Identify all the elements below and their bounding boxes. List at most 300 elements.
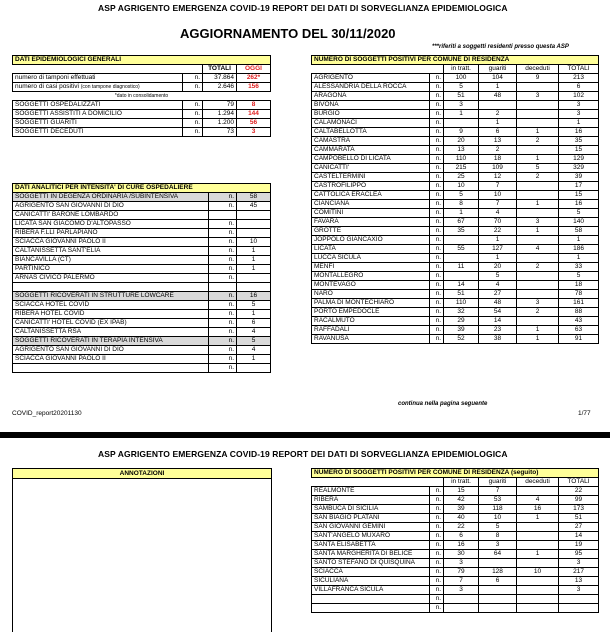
totali: 102 bbox=[559, 92, 599, 101]
row-n: n. bbox=[430, 74, 444, 83]
deceduti: 1 bbox=[517, 335, 559, 344]
footer-right: 1/77 bbox=[578, 410, 591, 417]
guariti: 128 bbox=[479, 568, 517, 577]
in-tratt bbox=[444, 595, 479, 604]
row-n bbox=[209, 283, 237, 292]
deceduti bbox=[517, 523, 559, 532]
table-row bbox=[13, 292, 271, 301]
deceduti: 2 bbox=[517, 308, 559, 317]
comune-name: SANTA MARGHERITA DI BELICE bbox=[312, 550, 430, 559]
row-label: CANICATTI' BARONE LOMBARDO bbox=[13, 211, 209, 220]
table-row bbox=[312, 604, 599, 613]
row-n: n. bbox=[209, 265, 237, 274]
row-n: n. bbox=[430, 595, 444, 604]
in-tratt: 1 bbox=[444, 110, 479, 119]
table-row bbox=[13, 364, 271, 373]
annotazioni-box bbox=[12, 468, 272, 632]
comune-name: RIBERA bbox=[312, 496, 430, 505]
page2-header: ASP AGRIGENTO EMERGENZA COVID-19 REPORT DEI DATI DI SORVEGLIANZA EPIDEMIOLOGICA bbox=[98, 449, 508, 459]
guariti: 23 bbox=[479, 326, 517, 335]
table-row bbox=[312, 110, 599, 119]
table-row bbox=[312, 317, 599, 326]
guariti: 53 bbox=[479, 496, 517, 505]
comune-name: CASTROFILIPPO bbox=[312, 182, 430, 191]
table-row bbox=[312, 568, 599, 577]
in-tratt: 1 bbox=[444, 209, 479, 218]
generali-table bbox=[12, 55, 271, 137]
deceduti bbox=[517, 272, 559, 281]
guariti: 18 bbox=[479, 155, 517, 164]
table-row bbox=[312, 200, 599, 209]
in-tratt: 35 bbox=[444, 227, 479, 236]
row-n: n. bbox=[430, 236, 444, 245]
in-tratt: 16 bbox=[444, 541, 479, 550]
deceduti bbox=[517, 209, 559, 218]
comune-name: MONTEVAGO bbox=[312, 281, 430, 290]
totali: 3 bbox=[559, 586, 599, 595]
guariti: 118 bbox=[479, 505, 517, 514]
table-row bbox=[13, 328, 271, 337]
in-tratt: 67 bbox=[444, 218, 479, 227]
row-n: n. bbox=[209, 193, 237, 202]
in-tratt: 39 bbox=[444, 326, 479, 335]
row-n: n. bbox=[430, 496, 444, 505]
row-n: n. bbox=[430, 335, 444, 344]
guariti: 38 bbox=[479, 335, 517, 344]
guariti: 4 bbox=[479, 209, 517, 218]
totali: 58 bbox=[559, 227, 599, 236]
totali: 5 bbox=[559, 272, 599, 281]
totali: 39 bbox=[559, 173, 599, 182]
table-row bbox=[13, 301, 271, 310]
table-row bbox=[312, 182, 599, 191]
table-row bbox=[13, 229, 271, 238]
totali: 27 bbox=[559, 523, 599, 532]
guariti: 1 bbox=[479, 119, 517, 128]
table-row bbox=[312, 137, 599, 146]
comune-name: CAMPOBELLO DI LICATA bbox=[312, 155, 430, 164]
in-tratt: 10 bbox=[444, 182, 479, 191]
deceduti: 2 bbox=[517, 263, 559, 272]
guariti bbox=[479, 604, 517, 613]
in-tratt: 39 bbox=[444, 505, 479, 514]
row-label: SCIACCA GIOVANNI PAOLO II bbox=[13, 238, 209, 247]
table-row bbox=[13, 265, 271, 274]
deceduti: 1 bbox=[517, 227, 559, 236]
row-label: SCIACCA GIOVANNI PAOLO II bbox=[13, 355, 209, 364]
deceduti bbox=[517, 532, 559, 541]
deceduti bbox=[517, 119, 559, 128]
in-tratt: 79 bbox=[444, 568, 479, 577]
table-row bbox=[13, 110, 271, 119]
table-row bbox=[13, 238, 271, 247]
table-row bbox=[312, 146, 599, 155]
in-tratt bbox=[444, 272, 479, 281]
row-n: n. bbox=[209, 355, 237, 364]
table-row bbox=[312, 272, 599, 281]
comune-name: SANTO STEFANO DI QUISQUINA bbox=[312, 559, 430, 568]
guariti: 70 bbox=[479, 218, 517, 227]
row-label: SOGGETTI IN DEGENZA ORDINARIA /SUBINTENSIVA bbox=[13, 193, 209, 202]
guariti: 1 bbox=[479, 83, 517, 92]
table-row bbox=[312, 559, 599, 568]
in-tratt: 13 bbox=[444, 146, 479, 155]
in-tratt: 5 bbox=[444, 83, 479, 92]
totali: 15 bbox=[559, 146, 599, 155]
row-value: 45 bbox=[237, 202, 271, 211]
comune-name: PORTO EMPEDOCLE bbox=[312, 308, 430, 317]
row-label: ARNAS CIVICO PALERMO bbox=[13, 274, 209, 283]
row-n: n. bbox=[430, 272, 444, 281]
comune-name: SANT'ANGELO MUXARO bbox=[312, 532, 430, 541]
table-row bbox=[13, 193, 271, 202]
totali: 329 bbox=[559, 164, 599, 173]
comune-name: SAN BIAGIO PLATANI bbox=[312, 514, 430, 523]
row-n: n. bbox=[430, 317, 444, 326]
row-n: n. bbox=[209, 202, 237, 211]
in-tratt: 7 bbox=[444, 577, 479, 586]
totali: 186 bbox=[559, 245, 599, 254]
table-row bbox=[312, 191, 599, 200]
table-row bbox=[312, 541, 599, 550]
comune-name: SCIACCA bbox=[312, 568, 430, 577]
comune-name bbox=[312, 595, 430, 604]
consolidamento-note: *dato in consolidamento bbox=[13, 92, 271, 101]
ospedalieri-title: DATI ANALITICI PER INTENSITA' DI CURE OSPEDALIERE bbox=[13, 184, 271, 193]
row-value bbox=[237, 274, 271, 283]
row-n: n. bbox=[430, 541, 444, 550]
comuni-table bbox=[311, 55, 599, 344]
generali-title: DATI EPIDEMIOLOGICI GENERALI bbox=[13, 56, 271, 65]
row-n: n. bbox=[430, 577, 444, 586]
in-tratt: 25 bbox=[444, 173, 479, 182]
row-n: n. bbox=[430, 487, 444, 496]
comune-name: AGRIGENTO bbox=[312, 74, 430, 83]
row-n: n. bbox=[430, 155, 444, 164]
deceduti bbox=[517, 236, 559, 245]
row-value: 1 bbox=[237, 265, 271, 274]
guariti: 48 bbox=[479, 299, 517, 308]
table-row bbox=[13, 310, 271, 319]
comune-name: LICATA bbox=[312, 245, 430, 254]
guariti: 12 bbox=[479, 173, 517, 182]
deceduti bbox=[517, 541, 559, 550]
row-value: 58 bbox=[237, 193, 271, 202]
row-n: n. bbox=[430, 308, 444, 317]
guariti: 104 bbox=[479, 74, 517, 83]
row-label bbox=[13, 364, 209, 373]
totali: 173 bbox=[559, 505, 599, 514]
totali: 1 bbox=[559, 236, 599, 245]
guariti: 1 bbox=[479, 236, 517, 245]
ospedalieri-table bbox=[12, 183, 271, 373]
row-label: RIBERA HOTEL COVID bbox=[13, 310, 209, 319]
in-tratt bbox=[444, 254, 479, 263]
deceduti bbox=[517, 191, 559, 200]
comune-name: CAMASTRA bbox=[312, 137, 430, 146]
deceduti: 4 bbox=[517, 496, 559, 505]
table-row bbox=[13, 74, 271, 83]
in-tratt: 52 bbox=[444, 335, 479, 344]
totali: 129 bbox=[559, 155, 599, 164]
table-row bbox=[13, 346, 271, 355]
row-n: n. bbox=[183, 83, 203, 92]
row-n: n. bbox=[209, 292, 237, 301]
guariti: 54 bbox=[479, 308, 517, 317]
deceduti: 3 bbox=[517, 218, 559, 227]
row-n: n. bbox=[430, 299, 444, 308]
table-row bbox=[13, 128, 271, 137]
in-tratt: 22 bbox=[444, 523, 479, 532]
comune-name: CANICATTI' bbox=[312, 164, 430, 173]
row-n: n. bbox=[430, 200, 444, 209]
row-value: 4 bbox=[237, 328, 271, 337]
row-n: n. bbox=[183, 119, 203, 128]
table-row bbox=[312, 128, 599, 137]
col-deceduti: deceduti bbox=[517, 65, 559, 74]
table-row bbox=[312, 299, 599, 308]
row-label: SOGGETTI GUARITI bbox=[13, 119, 183, 128]
comune-name: GROTTE bbox=[312, 227, 430, 236]
totali: 140 bbox=[559, 218, 599, 227]
deceduti: 2 bbox=[517, 137, 559, 146]
comune-name: ALESSANDRIA DELLA ROCCA bbox=[312, 83, 430, 92]
table-row bbox=[312, 227, 599, 236]
guariti: 6 bbox=[479, 128, 517, 137]
in-tratt: 20 bbox=[444, 137, 479, 146]
totali: 213 bbox=[559, 74, 599, 83]
row-value: 1 bbox=[237, 247, 271, 256]
table-row bbox=[312, 281, 599, 290]
row-n: n. bbox=[430, 532, 444, 541]
row-n: n. bbox=[209, 229, 237, 238]
row-n: n. bbox=[209, 247, 237, 256]
row-n: n. bbox=[209, 364, 237, 373]
row-n: n. bbox=[209, 319, 237, 328]
comune-name: CALAMONACI bbox=[312, 119, 430, 128]
row-n: n. bbox=[430, 164, 444, 173]
table-row bbox=[312, 595, 599, 604]
row-n: n. bbox=[430, 173, 444, 182]
guariti: 127 bbox=[479, 245, 517, 254]
row-n: n. bbox=[430, 559, 444, 568]
totali: 16 bbox=[559, 200, 599, 209]
row-n: n. bbox=[209, 256, 237, 265]
deceduti: 3 bbox=[517, 92, 559, 101]
row-label bbox=[13, 83, 183, 92]
row-label: SOGGETTI OSPEDALIZZATI bbox=[13, 101, 183, 110]
comune-name: ARAGONA bbox=[312, 92, 430, 101]
deceduti bbox=[517, 101, 559, 110]
row-tot: 37.864 bbox=[203, 74, 237, 83]
in-tratt: 30 bbox=[444, 550, 479, 559]
row-n: n. bbox=[209, 238, 237, 247]
row-n: n. bbox=[430, 523, 444, 532]
table-row bbox=[13, 283, 271, 292]
totali: 33 bbox=[559, 263, 599, 272]
totali: 13 bbox=[559, 577, 599, 586]
guariti: 7 bbox=[479, 200, 517, 209]
totali: 17 bbox=[559, 182, 599, 191]
table-row bbox=[312, 254, 599, 263]
row-n: n. bbox=[430, 227, 444, 236]
comune-name: CASTELTERMINI bbox=[312, 173, 430, 182]
in-tratt: 29 bbox=[444, 317, 479, 326]
in-tratt bbox=[444, 119, 479, 128]
footer-left: COVID_report20201130 bbox=[12, 410, 82, 417]
row-label: BIANCAVILLA (CT) bbox=[13, 256, 209, 265]
guariti: 10 bbox=[479, 514, 517, 523]
totali: 18 bbox=[559, 281, 599, 290]
page-title: AGGIORNAMENTO DEL 30/11/2020 bbox=[180, 26, 396, 41]
comuni-title: NUMERO DI SOGGETTI POSITIVI PER COMUNE DI RESIDENZA bbox=[312, 56, 599, 65]
deceduti: 1 bbox=[517, 550, 559, 559]
annotazioni-title: ANNOTAZIONI bbox=[13, 469, 271, 479]
table-row bbox=[312, 523, 599, 532]
table-row bbox=[312, 308, 599, 317]
deceduti bbox=[517, 146, 559, 155]
guariti: 4 bbox=[479, 281, 517, 290]
table-row bbox=[13, 256, 271, 265]
comune-name bbox=[312, 604, 430, 613]
totali: 95 bbox=[559, 550, 599, 559]
guariti: 27 bbox=[479, 290, 517, 299]
comune-name: MONTALLEGRO bbox=[312, 272, 430, 281]
row-label: SOGGETTI DECEDUTI bbox=[13, 128, 183, 137]
col-totali: TOTALI bbox=[203, 65, 237, 74]
comune-name: CIANCIANA bbox=[312, 200, 430, 209]
row-n: n. bbox=[209, 301, 237, 310]
row-label: SOGGETTI RICOVERATI IN TERAPIA INTENSIVA bbox=[13, 337, 209, 346]
deceduti bbox=[517, 604, 559, 613]
guariti: 6 bbox=[479, 577, 517, 586]
table-row bbox=[312, 83, 599, 92]
totali bbox=[559, 595, 599, 604]
deceduti: 1 bbox=[517, 200, 559, 209]
in-tratt: 3 bbox=[444, 101, 479, 110]
row-value: 1 bbox=[237, 355, 271, 364]
row-n: n. bbox=[430, 128, 444, 137]
row-n: n. bbox=[430, 514, 444, 523]
table-row bbox=[13, 101, 271, 110]
guariti: 5 bbox=[479, 272, 517, 281]
row-n: n. bbox=[430, 137, 444, 146]
comune-name: SICULIANA bbox=[312, 577, 430, 586]
totali: 14 bbox=[559, 532, 599, 541]
in-tratt: 8 bbox=[444, 200, 479, 209]
table-row bbox=[13, 247, 271, 256]
row-n: n. bbox=[430, 182, 444, 191]
table-row bbox=[13, 202, 271, 211]
table-row bbox=[312, 496, 599, 505]
deceduti bbox=[517, 595, 559, 604]
row-value: 5 bbox=[237, 301, 271, 310]
comune-name: JOPPOLO GIANCAXIO bbox=[312, 236, 430, 245]
guariti: 14 bbox=[479, 317, 517, 326]
table-row bbox=[312, 74, 599, 83]
row-tot: 79 bbox=[203, 101, 237, 110]
comune-name: LUCCA SICULA bbox=[312, 254, 430, 263]
comune-name: FAVARA bbox=[312, 218, 430, 227]
row-label: LICATA SAN GIACOMO D'ALTOPASSO bbox=[13, 220, 209, 229]
table-row bbox=[312, 577, 599, 586]
row-n: n. bbox=[209, 274, 237, 283]
table-row bbox=[13, 119, 271, 128]
comune-name: SAMBUCA DI SICILIA bbox=[312, 505, 430, 514]
row-label: RIBERA F.LLI PARLAPIANO bbox=[13, 229, 209, 238]
col-guariti: guariti bbox=[479, 65, 517, 74]
row-value: 1 bbox=[237, 310, 271, 319]
in-tratt: 3 bbox=[444, 586, 479, 595]
row-value: 6 bbox=[237, 319, 271, 328]
guariti: 2 bbox=[479, 110, 517, 119]
table-row bbox=[13, 211, 271, 220]
deceduti bbox=[517, 577, 559, 586]
table-row bbox=[312, 245, 599, 254]
in-tratt: 110 bbox=[444, 299, 479, 308]
totali: 1 bbox=[559, 119, 599, 128]
totali: 88 bbox=[559, 308, 599, 317]
in-tratt: 51 bbox=[444, 92, 479, 101]
row-n: n. bbox=[183, 110, 203, 119]
col-guariti: guariti bbox=[479, 478, 517, 487]
row-n: n. bbox=[430, 119, 444, 128]
deceduti bbox=[517, 110, 559, 119]
in-tratt: 100 bbox=[444, 74, 479, 83]
deceduti bbox=[517, 254, 559, 263]
totali: 3 bbox=[559, 559, 599, 568]
comune-name: RACALMUTO bbox=[312, 317, 430, 326]
deceduti: 1 bbox=[517, 128, 559, 137]
row-value: 1 bbox=[237, 256, 271, 265]
row-label: SOGGETTI RICOVERATI IN STRUTTURE LOWCARE bbox=[13, 292, 209, 301]
row-n: n. bbox=[209, 310, 237, 319]
totali: 3 bbox=[559, 101, 599, 110]
comune-name: RAFFADALI bbox=[312, 326, 430, 335]
row-n: n. bbox=[430, 209, 444, 218]
comune-name: PALMA DI MONTECHIARO bbox=[312, 299, 430, 308]
row-n: n. bbox=[430, 101, 444, 110]
row-n: n. bbox=[430, 146, 444, 155]
guariti: 10 bbox=[479, 191, 517, 200]
guariti bbox=[479, 559, 517, 568]
deceduti bbox=[517, 586, 559, 595]
table-row bbox=[312, 586, 599, 595]
deceduti: 2 bbox=[517, 173, 559, 182]
deceduti bbox=[517, 182, 559, 191]
in-tratt bbox=[444, 604, 479, 613]
in-tratt: 51 bbox=[444, 290, 479, 299]
comuni2-table bbox=[311, 468, 599, 613]
totali: 15 bbox=[559, 191, 599, 200]
table-row bbox=[312, 92, 599, 101]
deceduti bbox=[517, 281, 559, 290]
table-row bbox=[13, 220, 271, 229]
table-row bbox=[13, 83, 271, 92]
in-tratt: 110 bbox=[444, 155, 479, 164]
in-tratt: 11 bbox=[444, 263, 479, 272]
guariti: 7 bbox=[479, 182, 517, 191]
continua-note: continua nella pagina seguente bbox=[398, 401, 488, 407]
table-row bbox=[312, 119, 599, 128]
row-label: CALTANISSETTA SANT'ELIA bbox=[13, 247, 209, 256]
col-totali: TOTALI bbox=[559, 478, 599, 487]
row-label: PARTINICO bbox=[13, 265, 209, 274]
guariti: 2 bbox=[479, 146, 517, 155]
deceduti bbox=[517, 83, 559, 92]
in-tratt bbox=[444, 236, 479, 245]
totali: 78 bbox=[559, 290, 599, 299]
